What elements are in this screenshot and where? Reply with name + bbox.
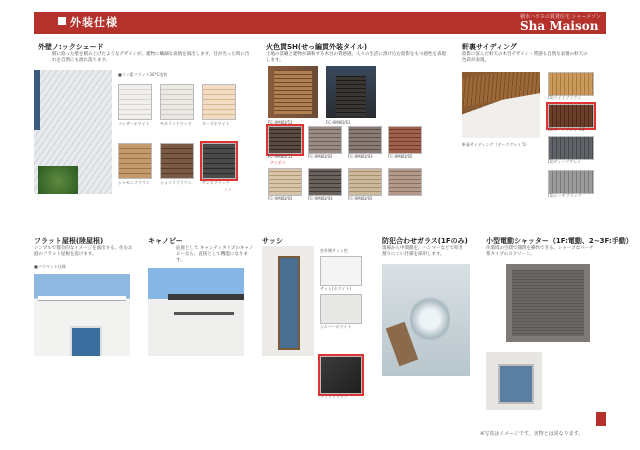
sash-window [278, 256, 300, 350]
swatch-feather-white [118, 84, 152, 120]
tile-swatch [268, 168, 302, 196]
wall-sub: ■フッ素フラット30°C塗装 [118, 72, 168, 77]
swatch-label: サンズブラック [202, 180, 230, 185]
tile-wall [274, 70, 312, 114]
swatch-rose-white [202, 84, 236, 120]
tile-swatch [388, 168, 422, 196]
tile-label: FC-9M8D/92 [308, 154, 333, 159]
footer-note: ※写真はイメージです。実物とは異なります。 [480, 431, 584, 437]
glass-crack [410, 294, 450, 344]
sash-label: サッシ(ホワイト) [320, 286, 351, 291]
tile-swatch [388, 126, 422, 154]
tile-photo-2 [326, 66, 376, 118]
tile-label: FC-9M8D/92 [268, 196, 293, 201]
tile-swatch [348, 168, 382, 196]
swatch-chamonix-brown [118, 143, 152, 179]
eaves-swatch-label: (5)ディープグレイ [548, 159, 581, 164]
tile-photo-1 [268, 66, 318, 118]
sash-photo [262, 246, 314, 356]
wall-photo [34, 70, 112, 194]
canopy-desc: 庇庭として キャンティタイプのキャノピーなら、直接として機能になります。 [176, 246, 254, 263]
tile-swatch-selected [268, 126, 302, 154]
tile-swatch [308, 126, 342, 154]
swatch-sands-black-selected [202, 143, 236, 179]
tile-label: FC-9M8D/95 [388, 154, 413, 159]
roof-sub: ■パラペット仕様 [34, 264, 66, 269]
sash-swatch-white [320, 256, 362, 286]
canopy-roof [168, 294, 244, 300]
tile-swatch [308, 168, 342, 196]
shutter-photo-open [486, 352, 542, 410]
roof-window [70, 326, 102, 356]
swatch-label: モカライトウッド [160, 121, 192, 126]
wall-title: 外壁ノ:ックシェード [38, 43, 104, 51]
page-tab [596, 412, 606, 426]
sash-label: ソフトブラック [320, 394, 348, 399]
sash-title: サッシ [262, 237, 283, 245]
swatch-label: フェザーホワイト [118, 121, 150, 126]
roof-title: フラット屋根(陸屋根) [34, 237, 104, 245]
glass-photo [382, 264, 470, 376]
selected-note: ノノ [224, 187, 232, 192]
glass-title: 防犯合わせガラス(1Fのみ) [382, 237, 468, 245]
swatch-moka-light [160, 84, 194, 120]
eaves-swatch-sheet-black [548, 170, 594, 194]
shutter-title: 小型電動シャッター（1F:電動、2~3F:手動） [486, 237, 633, 245]
eaves-swatch-label: (5)ライトブラウン [548, 95, 582, 100]
shutter-photo-closed [506, 264, 590, 342]
shutter-slats [512, 270, 584, 336]
eaves-swatch-dark-grey-selected [548, 104, 594, 128]
logo: Sha Maison [520, 19, 599, 33]
sash-label: 室外側サッシ色 [320, 248, 348, 253]
swatch-label: ローズホワイト [202, 121, 230, 126]
tile-label: FC-9M8D/93 [348, 154, 373, 159]
tile-wall [336, 76, 366, 116]
eaves-desc: 陰影に富んだ軒天の木目デザイン・質感も自然な表情の軒天の色彩が表現。 [462, 52, 588, 63]
tile-label: FC-9M8D/51 [268, 154, 293, 159]
glass-desc: 現場から中間膜を、ハンマーなどで叩き割りにくい仕様を採用します。 [382, 246, 463, 257]
canopy-title: キャノピー [148, 237, 183, 245]
parapet [38, 296, 126, 301]
eaves-title: 軒裏サイディング [462, 43, 517, 51]
logo-subtitle: 積水ハウスの賃貸住宅 シャーメゾン [520, 14, 601, 20]
canopy-photo [148, 268, 244, 356]
swatch-label: ショコラブラウン [160, 180, 192, 185]
page-title: 外装仕様 [70, 16, 118, 29]
header-square-icon [58, 17, 66, 25]
tile-swatch [348, 126, 382, 154]
shutter-window [498, 364, 534, 404]
eaves-swatch-label: (5)ダークグレイ ※1 [548, 127, 585, 132]
roof-desc: シンプルで都会的なイメージを演出する。住むお庭のフラット屋根を設けます。 [34, 246, 133, 257]
tile-label: FC-9M8D/93 [308, 196, 333, 201]
tile-desc: 土地の景観と建物が調和する木目の質感感。人々の生活に溶け込む陰影をもつ感性を表現します。 [266, 52, 446, 63]
swatch-chocolate-brown [160, 143, 194, 179]
eaves-photo [462, 72, 540, 138]
eaves-caption: 軒裏サイディング（ダークグレイ 5） [462, 142, 529, 147]
tile-selected-note: アイボリ [270, 160, 286, 165]
roof-photo [34, 274, 130, 356]
shutter-desc: 住環境の空間で開閉を操作できる、シャープなパーチ系タイプのスクリーン。 [486, 246, 594, 257]
sash-swatch-soft-black-selected [320, 356, 362, 394]
eaves-wood [462, 72, 540, 107]
tile-label: FC-9M8D/95 [348, 196, 373, 201]
sash-swatch-silver [320, 294, 362, 324]
plant [38, 166, 78, 194]
canopy-beam [174, 312, 234, 315]
eaves-swatch-label: (5)シーチブラック [548, 193, 582, 198]
wall-desc: 側に陰った壁を積み上げたようなデザインが、建物に繊細な表情を演出します。目が光った時に汚れを自然にも流れ落ちます。 [52, 52, 250, 63]
swatch-label: シャモニブラウン [118, 180, 150, 185]
sash-label: シルバーホワイト [320, 324, 352, 329]
tile-label: FC-9M8D/51 [268, 120, 293, 125]
tile-label: FC-9M8D/61 [326, 120, 351, 125]
eaves-swatch-light-brown [548, 72, 594, 96]
window-edge [34, 70, 40, 130]
eaves-swatch-deep-grey [548, 136, 594, 160]
tile-title: 火色貫SH(せっ編貫外装タイル) [266, 43, 368, 51]
